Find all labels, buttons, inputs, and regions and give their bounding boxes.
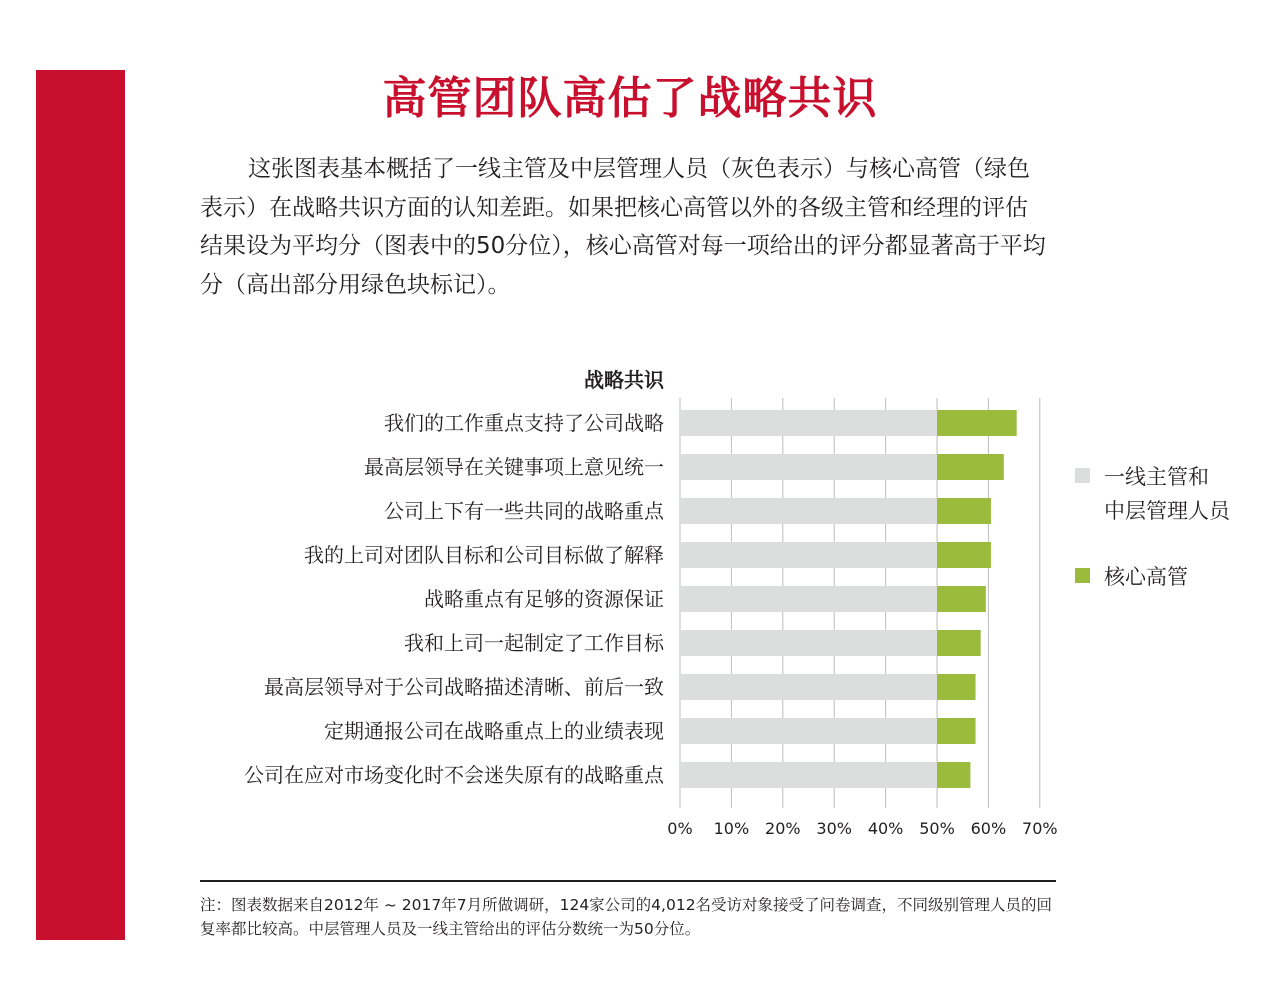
bar-segment-green — [937, 498, 991, 524]
x-tick-label: 40% — [867, 819, 904, 838]
x-tick-label: 0% — [667, 819, 693, 838]
bar-segment-gray — [680, 410, 937, 436]
category-label: 我们的工作重点支持了公司战略 — [384, 411, 664, 435]
legend-item-gray — [1075, 460, 1230, 528]
intro-text: 这张图表基本概括了一线主管及中层管理人员（灰色表示）与核心高管（绿色表示）在战略共识方面的认知差距。如果把核心高管以外的各级主管和经理的评估结果设为平均分（图表中的50分位），核心高管对每一项给出的评分都显著高于平均分（高出部分用绿色块标记）。 — [200, 156, 1046, 298]
footnote: 注：图表数据来自2012年 ~ 2017年7月所做调研，124家公司的4,012名受访对象接受了问卷调查，不同级别管理人员的回复率都比较高。中层管理人员及一线主管给出的评估分数统一为50分位。 — [200, 896, 1053, 938]
legend-label-gray-line1: 一线主管和 — [1104, 465, 1209, 489]
legend-swatch-gray — [1075, 468, 1090, 483]
legend-label-gray-line2: 中层管理人员 — [1104, 499, 1230, 523]
page-title: 高管团队高估了战略共识 — [382, 73, 878, 124]
bar-segment-gray — [680, 674, 937, 700]
x-tick-label: 60% — [970, 819, 1007, 838]
category-label: 公司上下有一些共同的战略重点 — [384, 499, 664, 523]
category-label: 定期通报公司在战略重点上的业绩表现 — [324, 719, 664, 743]
category-label: 战略重点有足够的资源保证 — [424, 587, 664, 611]
chart-title: 战略共识 — [584, 368, 664, 392]
bar-segment-gray — [680, 586, 937, 612]
legend-label-green: 核心高管 — [1104, 565, 1188, 589]
category-label: 最高层领导在关键事项上意见统一 — [364, 455, 664, 479]
category-label: 最高层领导对于公司战略描述清晰、前后一致 — [264, 675, 664, 699]
legend-item-green — [1075, 560, 1230, 594]
accent-bar — [36, 70, 125, 940]
bar-segment-gray — [680, 498, 937, 524]
x-axis-ticks — [667, 819, 1057, 838]
bar-segment-gray — [680, 630, 937, 656]
x-tick-label: 30% — [816, 819, 852, 838]
bar-segment-gray — [680, 718, 937, 744]
category-label: 我的上司对团队目标和公司目标做了解释 — [304, 543, 664, 567]
bar-segment-green — [937, 718, 976, 744]
bar-segment-green — [937, 630, 981, 656]
category-label: 公司在应对市场变化时不会迷失原有的战略重点 — [244, 763, 664, 787]
x-tick-label: 70% — [1022, 819, 1058, 838]
x-tick-label: 10% — [713, 819, 750, 838]
bar-segment-gray — [680, 762, 937, 788]
intro-paragraph — [200, 150, 1050, 304]
bar-segment-gray — [680, 454, 937, 480]
footnote-divider — [200, 880, 1056, 882]
bar-segment-green — [937, 762, 970, 788]
bar-segment-green — [937, 542, 991, 568]
bar-segment-gray — [680, 542, 937, 568]
x-tick-label: 50% — [919, 819, 955, 838]
bar-segment-green — [937, 674, 976, 700]
bar-segment-green — [937, 586, 986, 612]
bar-segment-green — [937, 454, 1004, 480]
bar-segment-green — [937, 410, 1017, 436]
bars — [680, 410, 1017, 788]
category-label: 我和上司一起制定了工作目标 — [404, 631, 664, 655]
x-tick-label: 20% — [765, 819, 801, 838]
category-labels — [244, 411, 665, 787]
legend-swatch-green — [1075, 568, 1090, 583]
legend — [1075, 460, 1230, 626]
bar-chart — [190, 390, 1070, 860]
